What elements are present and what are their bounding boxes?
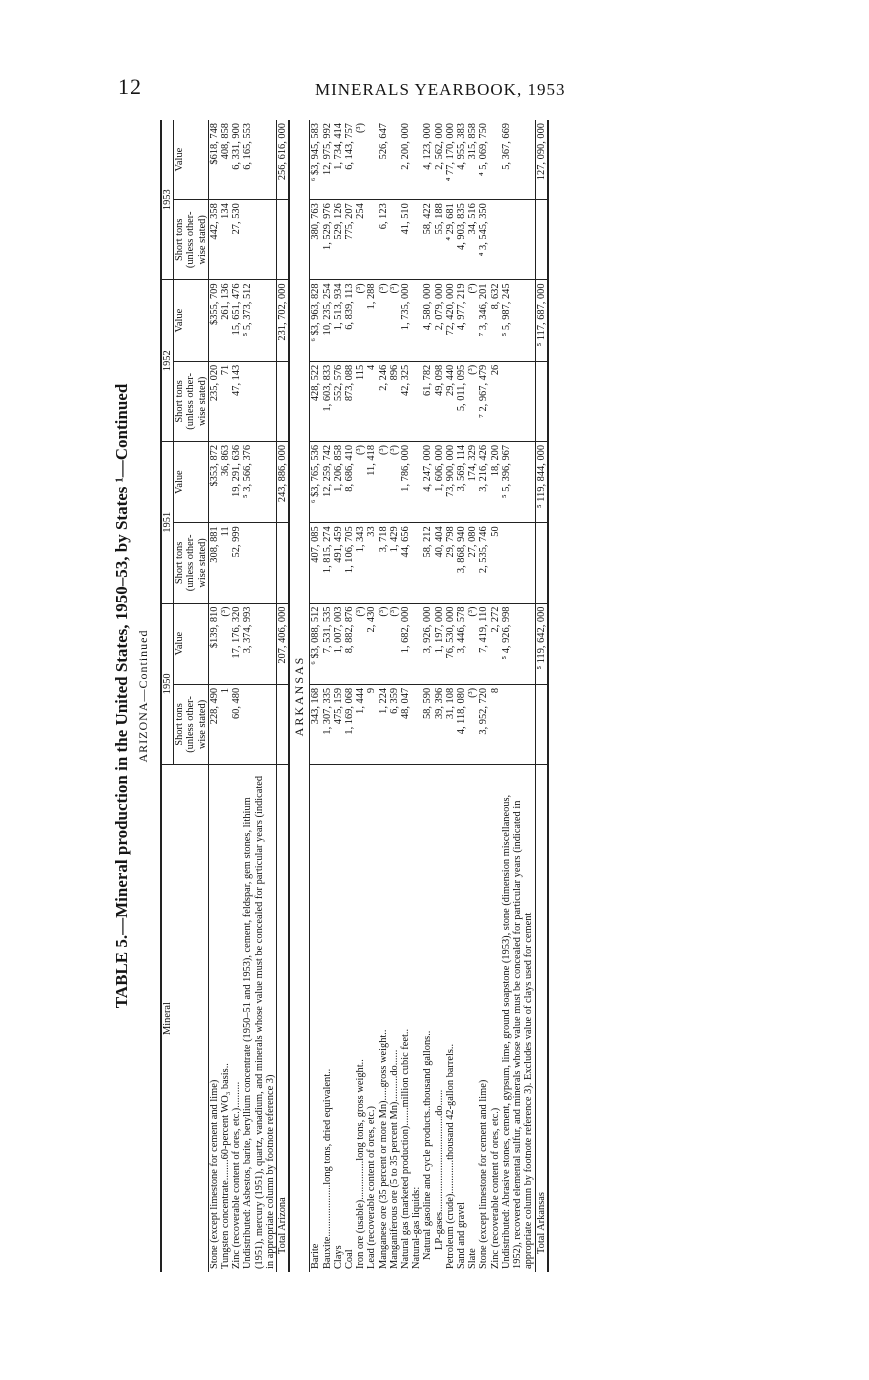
mineral-cell: LP-gases.....................................do......	[433, 1089, 445, 1250]
table-subtitle: ARIZONA—Continued	[136, 629, 150, 763]
value-cell: ⁵ 117, 687, 000	[535, 280, 548, 361]
quantity-cell: 4, 118, 080	[456, 684, 467, 764]
value-cell: 76, 530, 000	[445, 603, 456, 684]
mineral-cell: Stone (except limestone for cement and lime)	[208, 1079, 220, 1269]
quantity-cell: 39, 396	[434, 684, 445, 764]
quantity-cell: 1, 444	[355, 684, 366, 764]
qty-header: Short tons (unless other-wise stated)	[174, 684, 209, 764]
value-cell: 1, 606, 000	[434, 441, 445, 522]
quantity-cell	[535, 361, 548, 441]
quantity-cell	[501, 523, 535, 603]
quantity-cell: 1, 343	[355, 523, 366, 603]
value-cell: (³)	[378, 280, 389, 361]
quantity-cell: 71	[220, 361, 231, 441]
value-cell: ⁵ 5, 987, 245	[501, 280, 535, 361]
running-head: MINERALS YEARBOOK, 1953	[315, 80, 566, 99]
quantity-cell: 47, 143	[231, 361, 242, 441]
value-cell: (³)	[389, 441, 400, 522]
quantity-cell: 5, 011, 095	[456, 361, 467, 441]
quantity-cell: 775, 207	[344, 200, 355, 280]
value-cell: 5, 367, 669	[501, 120, 535, 200]
mineral-cell: Sand and gravel	[456, 1202, 468, 1269]
value-cell: 408, 858	[220, 120, 231, 200]
quantity-cell: 55, 188	[434, 200, 445, 280]
quantity-cell	[490, 200, 501, 280]
quantity-cell: 50	[490, 523, 501, 603]
quantity-cell	[411, 523, 422, 603]
value-cell: 3, 569, 114	[456, 441, 467, 522]
value-cell: ⁵ 4, 926, 998	[501, 603, 535, 684]
quantity-cell: 115	[355, 361, 366, 441]
value-cell: 1, 682, 000	[400, 603, 411, 684]
mineral-header: Mineral	[161, 765, 208, 1272]
quantity-cell: 42, 325	[400, 361, 411, 441]
value-cell: ⁵ 5, 396, 967	[501, 441, 535, 522]
value-cell: 526, 647	[378, 120, 389, 200]
quantity-cell: 529, 126	[333, 200, 344, 280]
value-cell: 6, 165, 553	[242, 120, 276, 200]
value-header: Value	[174, 603, 209, 684]
quantity-cell	[277, 523, 290, 603]
quantity-cell: 44, 656	[400, 523, 411, 603]
quantity-cell	[277, 361, 290, 441]
quantity-cell	[501, 684, 535, 764]
value-cell: 261, 136	[220, 280, 231, 361]
value-cell: 1, 288	[366, 280, 377, 361]
quantity-cell: 1	[220, 684, 231, 764]
quantity-cell	[242, 523, 276, 603]
value-cell: 3, 446, 578	[456, 603, 467, 684]
value-cell: ⁴ 77, 170, 000	[445, 120, 456, 200]
quantity-cell: 41, 510	[400, 200, 411, 280]
quantity-cell: ⁷ 2, 967, 479	[478, 361, 489, 441]
value-cell: 256, 616, 000	[277, 120, 290, 200]
mineral-cell: Total Arkansas	[535, 765, 548, 1272]
value-cell: 4, 580, 000	[422, 280, 433, 361]
value-cell: 3, 926, 000	[422, 603, 433, 684]
table-row	[220, 120, 231, 1272]
total-row	[277, 120, 290, 1272]
quantity-cell: 58, 590	[422, 684, 433, 764]
table-row	[355, 120, 366, 1272]
value-cell: ⁵ 119, 844, 000	[535, 441, 548, 522]
value-cell: 6, 143, 757	[344, 120, 355, 200]
quantity-cell: 58, 422	[422, 200, 433, 280]
value-cell: ⁴ 5, 069, 750	[478, 120, 489, 200]
quantity-cell: 491, 459	[333, 523, 344, 603]
value-cell: 2, 430	[366, 603, 377, 684]
value-cell: 8, 686, 410	[344, 441, 355, 522]
value-cell: 17, 176, 320	[231, 603, 242, 684]
value-cell: $353, 872	[208, 441, 220, 522]
quantity-cell	[389, 200, 400, 280]
value-cell: 18, 200	[490, 441, 501, 522]
mineral-cell: Natural gas (marketed production).......million cubic feet..	[400, 1028, 412, 1269]
rotated-table-block	[112, 120, 784, 1272]
quantity-cell	[242, 200, 276, 280]
table-row	[322, 120, 333, 1272]
qty-header: Short tons (unless other-wise stated)	[174, 200, 209, 280]
quantity-cell: 34, 516	[467, 200, 478, 280]
page-number: 12	[118, 74, 142, 99]
value-cell: 1, 513, 934	[333, 280, 344, 361]
quantity-cell: 26	[490, 361, 501, 441]
table-row	[434, 120, 445, 1272]
table-row	[422, 120, 433, 1272]
value-cell: 7, 419, 110	[478, 603, 489, 684]
value-cell: ⁷ 3, 346, 201	[478, 280, 489, 361]
value-cell: (³)	[355, 280, 366, 361]
table-row	[478, 120, 489, 1272]
value-cell: 4, 955, 383	[456, 120, 467, 200]
value-cell: 127, 090, 000	[535, 120, 548, 200]
value-cell: 8, 882, 876	[344, 603, 355, 684]
quantity-cell: 3, 718	[378, 523, 389, 603]
quantity-cell: 1, 603, 833	[322, 361, 333, 441]
table-row	[310, 120, 322, 1272]
quantity-cell: 11	[220, 523, 231, 603]
quantity-cell: 27, 530	[231, 200, 242, 280]
mineral-cell: Natural-gas liquids:	[411, 1186, 423, 1269]
quantity-cell: 9	[366, 684, 377, 764]
quantity-cell: 49, 098	[434, 361, 445, 441]
quantity-cell: 8	[490, 684, 501, 764]
table-row	[490, 120, 501, 1272]
quantity-cell: 873, 088	[344, 361, 355, 441]
value-cell: ⁵ 5, 373, 512	[242, 280, 276, 361]
value-cell: 4, 123, 000	[422, 120, 433, 200]
value-cell: 2, 200, 000	[400, 120, 411, 200]
value-cell: 1, 786, 000	[400, 441, 411, 522]
mineral-cell: Slate	[467, 1248, 479, 1269]
value-cell: 207, 406, 000	[277, 603, 290, 684]
quantity-cell	[535, 684, 548, 764]
table-row	[400, 120, 411, 1272]
quantity-cell: 1, 307, 335	[322, 684, 333, 764]
quantity-cell: 29, 440	[445, 361, 456, 441]
value-cell: $139, 810	[208, 603, 220, 684]
quantity-cell	[501, 200, 535, 280]
mineral-cell: Lead (recoverable content of ores, etc.)	[366, 1106, 378, 1269]
quantity-cell	[411, 361, 422, 441]
production-table	[160, 120, 549, 1272]
arizona-section	[208, 120, 289, 1272]
value-cell: (³)	[220, 603, 231, 684]
mineral-cell: Iron ore (usable)...............long tons, gross weight..	[355, 1059, 367, 1269]
value-cell: $618, 748	[208, 120, 220, 200]
table-row	[333, 120, 344, 1272]
table-row	[366, 120, 377, 1272]
quantity-cell: 3, 868, 940	[456, 523, 467, 603]
mineral-cell: Coal	[344, 1249, 356, 1269]
mineral-cell: Manganese ore (35 percent or more Mn).....gross weight..	[377, 1029, 389, 1269]
value-cell: (³)	[355, 441, 366, 522]
mineral-cell: Clays	[332, 1245, 344, 1269]
value-cell: 243, 886, 000	[277, 441, 290, 522]
value-cell: 2, 562, 000	[434, 120, 445, 200]
quantity-cell: 552, 576	[333, 361, 344, 441]
value-cell: 3, 216, 426	[478, 441, 489, 522]
qty-header: Short tons (unless other-wise stated)	[174, 523, 209, 603]
quantity-cell: 254	[355, 200, 366, 280]
quantity-cell	[366, 200, 377, 280]
mineral-cell: Manganiferous ore (5 to 35 percent Mn)..........do......	[388, 1049, 400, 1269]
value-cell	[490, 120, 501, 200]
quantity-cell: 1, 429	[389, 523, 400, 603]
table-row	[231, 120, 242, 1272]
value-cell: (³)	[389, 280, 400, 361]
table-row	[411, 120, 422, 1272]
mineral-cell: Tungsten concentrate........60-percent WO₃ basis..	[220, 1063, 232, 1269]
value-cell: (³)	[389, 603, 400, 684]
quantity-cell: 475, 159	[333, 684, 344, 764]
quantity-cell: 134	[220, 200, 231, 280]
year-header-1950: 1950	[161, 603, 174, 765]
value-cell: 2, 079, 000	[434, 280, 445, 361]
arkansas-label: ARKANSAS	[289, 120, 310, 1272]
quantity-cell: (³)	[467, 684, 478, 764]
value-cell: 10, 235, 254	[322, 280, 333, 361]
value-cell: 11, 418	[366, 441, 377, 522]
value-cell: ⁶ $3, 765, 536	[310, 441, 322, 522]
value-cell: ⁵ 3, 566, 376	[242, 441, 276, 522]
value-cell: 174, 329	[467, 441, 478, 522]
value-cell: 6, 331, 900	[231, 120, 242, 200]
quantity-cell	[411, 684, 422, 764]
table-row	[389, 120, 400, 1272]
mineral-cell: Total Arizona	[277, 765, 290, 1272]
table-row	[242, 120, 276, 1272]
state-section-header	[289, 120, 310, 1272]
value-cell: 72, 420, 000	[445, 280, 456, 361]
mineral-cell: Stone (except limestone for cement and lime)	[478, 1079, 490, 1269]
quantity-cell	[501, 361, 535, 441]
value-header: Value	[174, 441, 209, 522]
mineral-cell: Bauxite....................long tons, dried equivalent..	[321, 1068, 333, 1269]
value-cell: ⁶ $3, 963, 828	[310, 280, 322, 361]
year-header-1952: 1952	[161, 280, 174, 442]
mineral-cell: Petroleum (crude).............thousand 42-gallon barrels..	[444, 1043, 456, 1269]
value-cell: 2, 272	[490, 603, 501, 684]
table-row	[501, 120, 535, 1272]
value-cell: ⁶ $3, 945, 583	[310, 120, 322, 200]
quantity-cell: ⁴ 29, 681	[445, 200, 456, 280]
value-cell: (³)	[355, 603, 366, 684]
quantity-cell: 33	[366, 523, 377, 603]
value-cell: 315, 858	[467, 120, 478, 200]
arkansas-section	[289, 120, 547, 1272]
value-cell: (³)	[467, 603, 478, 684]
mineral-cell: Barite	[310, 1243, 322, 1269]
quantity-cell: 2, 246	[378, 361, 389, 441]
quantity-cell: 4, 903, 835	[456, 200, 467, 280]
value-cell: 1, 735, 000	[400, 280, 411, 361]
value-cell: (³)	[378, 441, 389, 522]
value-cell: 19, 291, 636	[231, 441, 242, 522]
qty-header: Short tons (unless other-wise stated)	[174, 361, 209, 441]
value-cell: 12, 975, 992	[322, 120, 333, 200]
value-cell	[411, 280, 422, 361]
value-cell: 6, 839, 113	[344, 280, 355, 361]
table-row	[467, 120, 478, 1272]
value-cell: 15, 651, 476	[231, 280, 242, 361]
quantity-cell: 1, 815, 274	[322, 523, 333, 603]
value-cell: ⁵ 119, 642, 000	[535, 603, 548, 684]
value-cell: 36, 863	[220, 441, 231, 522]
quantity-cell: 1, 106, 705	[344, 523, 355, 603]
value-cell: (³)	[378, 603, 389, 684]
mineral-cell: Undistributed: Abrasive stones, cement, gypsum, lime, ground soapstone (1953), stone (dimension miscellaneous, 1952), recovered elemental sulfur, and minerals whose value must be concealed for particular years (indicated in appropriate column by footnote reference 3). Excludes value of clays used for cement	[500, 794, 535, 1269]
table-row	[378, 120, 389, 1272]
value-cell: ⁶ $3, 088, 512	[310, 603, 322, 684]
quantity-cell: 58, 212	[422, 523, 433, 603]
year-header-1951: 1951	[161, 441, 174, 603]
value-header: Value	[174, 280, 209, 361]
quantity-cell	[277, 200, 290, 280]
value-cell: 1, 197, 000	[434, 603, 445, 684]
quantity-cell: 380, 763	[310, 200, 322, 280]
table-row	[456, 120, 467, 1272]
quantity-cell: 1, 529, 976	[322, 200, 333, 280]
quantity-cell: 2, 535, 746	[478, 523, 489, 603]
quantity-cell: 6, 123	[378, 200, 389, 280]
quantity-cell: 3, 952, 720	[478, 684, 489, 764]
value-cell	[411, 441, 422, 522]
value-cell: 4, 977, 219	[456, 280, 467, 361]
quantity-cell: ⁴ 3, 545, 350	[478, 200, 489, 280]
value-cell: 4, 247, 000	[422, 441, 433, 522]
quantity-cell	[242, 361, 276, 441]
value-cell: 12, 259, 742	[322, 441, 333, 522]
table-row	[445, 120, 456, 1272]
value-header: Value	[174, 120, 209, 200]
value-cell: (³)	[355, 120, 366, 200]
quantity-cell: 228, 490	[208, 684, 220, 764]
quantity-cell: 896	[389, 361, 400, 441]
quantity-cell: 1, 169, 068	[344, 684, 355, 764]
table-row	[344, 120, 355, 1272]
mineral-cell: Undistributed: Asbestos, barite, beryllium concentrate (1950–51 and 1953), cement, feldspar, gem stones, lithium (1951), mercury (1951), quartz, vanadium, and minerals whose value must be concealed for particular years (indicated in appropriate column by footnote reference 3)	[242, 775, 276, 1269]
quantity-cell: 40, 404	[434, 523, 445, 603]
quantity-cell: 27, 080	[467, 523, 478, 603]
quantity-cell: 4	[366, 361, 377, 441]
quantity-cell: 407, 085	[310, 523, 322, 603]
quantity-cell: 48, 047	[400, 684, 411, 764]
quantity-cell: 235, 020	[208, 361, 220, 441]
quantity-cell: 442, 358	[208, 200, 220, 280]
quantity-cell: 428, 522	[310, 361, 322, 441]
value-cell: 1, 007, 003	[333, 603, 344, 684]
quantity-cell: 60, 480	[231, 684, 242, 764]
mineral-cell: Zinc (recoverable content of ores, etc.)	[489, 1107, 501, 1269]
value-cell: $355, 709	[208, 280, 220, 361]
value-cell: 8, 632	[490, 280, 501, 361]
quantity-cell: 29, 798	[445, 523, 456, 603]
value-cell	[366, 120, 377, 200]
quantity-cell: 1, 224	[378, 684, 389, 764]
quantity-cell: 6, 359	[389, 684, 400, 764]
year-header-1953: 1953	[161, 120, 174, 280]
value-cell: 1, 734, 414	[333, 120, 344, 200]
quantity-cell	[535, 523, 548, 603]
value-cell: (³)	[467, 280, 478, 361]
value-cell	[411, 603, 422, 684]
quantity-cell	[411, 200, 422, 280]
quantity-cell	[277, 684, 290, 764]
mineral-cell: Zinc (recoverable content of ores, etc.)..........	[231, 1081, 243, 1269]
table-row	[208, 120, 220, 1272]
value-cell	[411, 120, 422, 200]
value-cell	[389, 120, 400, 200]
quantity-cell: 52, 999	[231, 523, 242, 603]
quantity-cell: 61, 782	[422, 361, 433, 441]
value-cell: 1, 206, 858	[333, 441, 344, 522]
total-row	[535, 120, 548, 1272]
value-cell: 7, 531, 535	[322, 603, 333, 684]
quantity-cell: 343, 168	[310, 684, 322, 764]
quantity-cell	[242, 684, 276, 764]
value-cell: 231, 702, 000	[277, 280, 290, 361]
mineral-cell: Natural gasoline and cycle products..thousand gallons..	[422, 1030, 434, 1260]
table-title: TABLE 5.—Mineral production in the United States, 1950–53, by States ¹—Continued	[112, 383, 131, 1009]
quantity-cell: 31, 108	[445, 684, 456, 764]
quantity-cell	[535, 200, 548, 280]
value-cell: 3, 374, 993	[242, 603, 276, 684]
quantity-cell: 308, 881	[208, 523, 220, 603]
value-cell: 73, 900, 000	[445, 441, 456, 522]
quantity-cell: (³)	[467, 361, 478, 441]
